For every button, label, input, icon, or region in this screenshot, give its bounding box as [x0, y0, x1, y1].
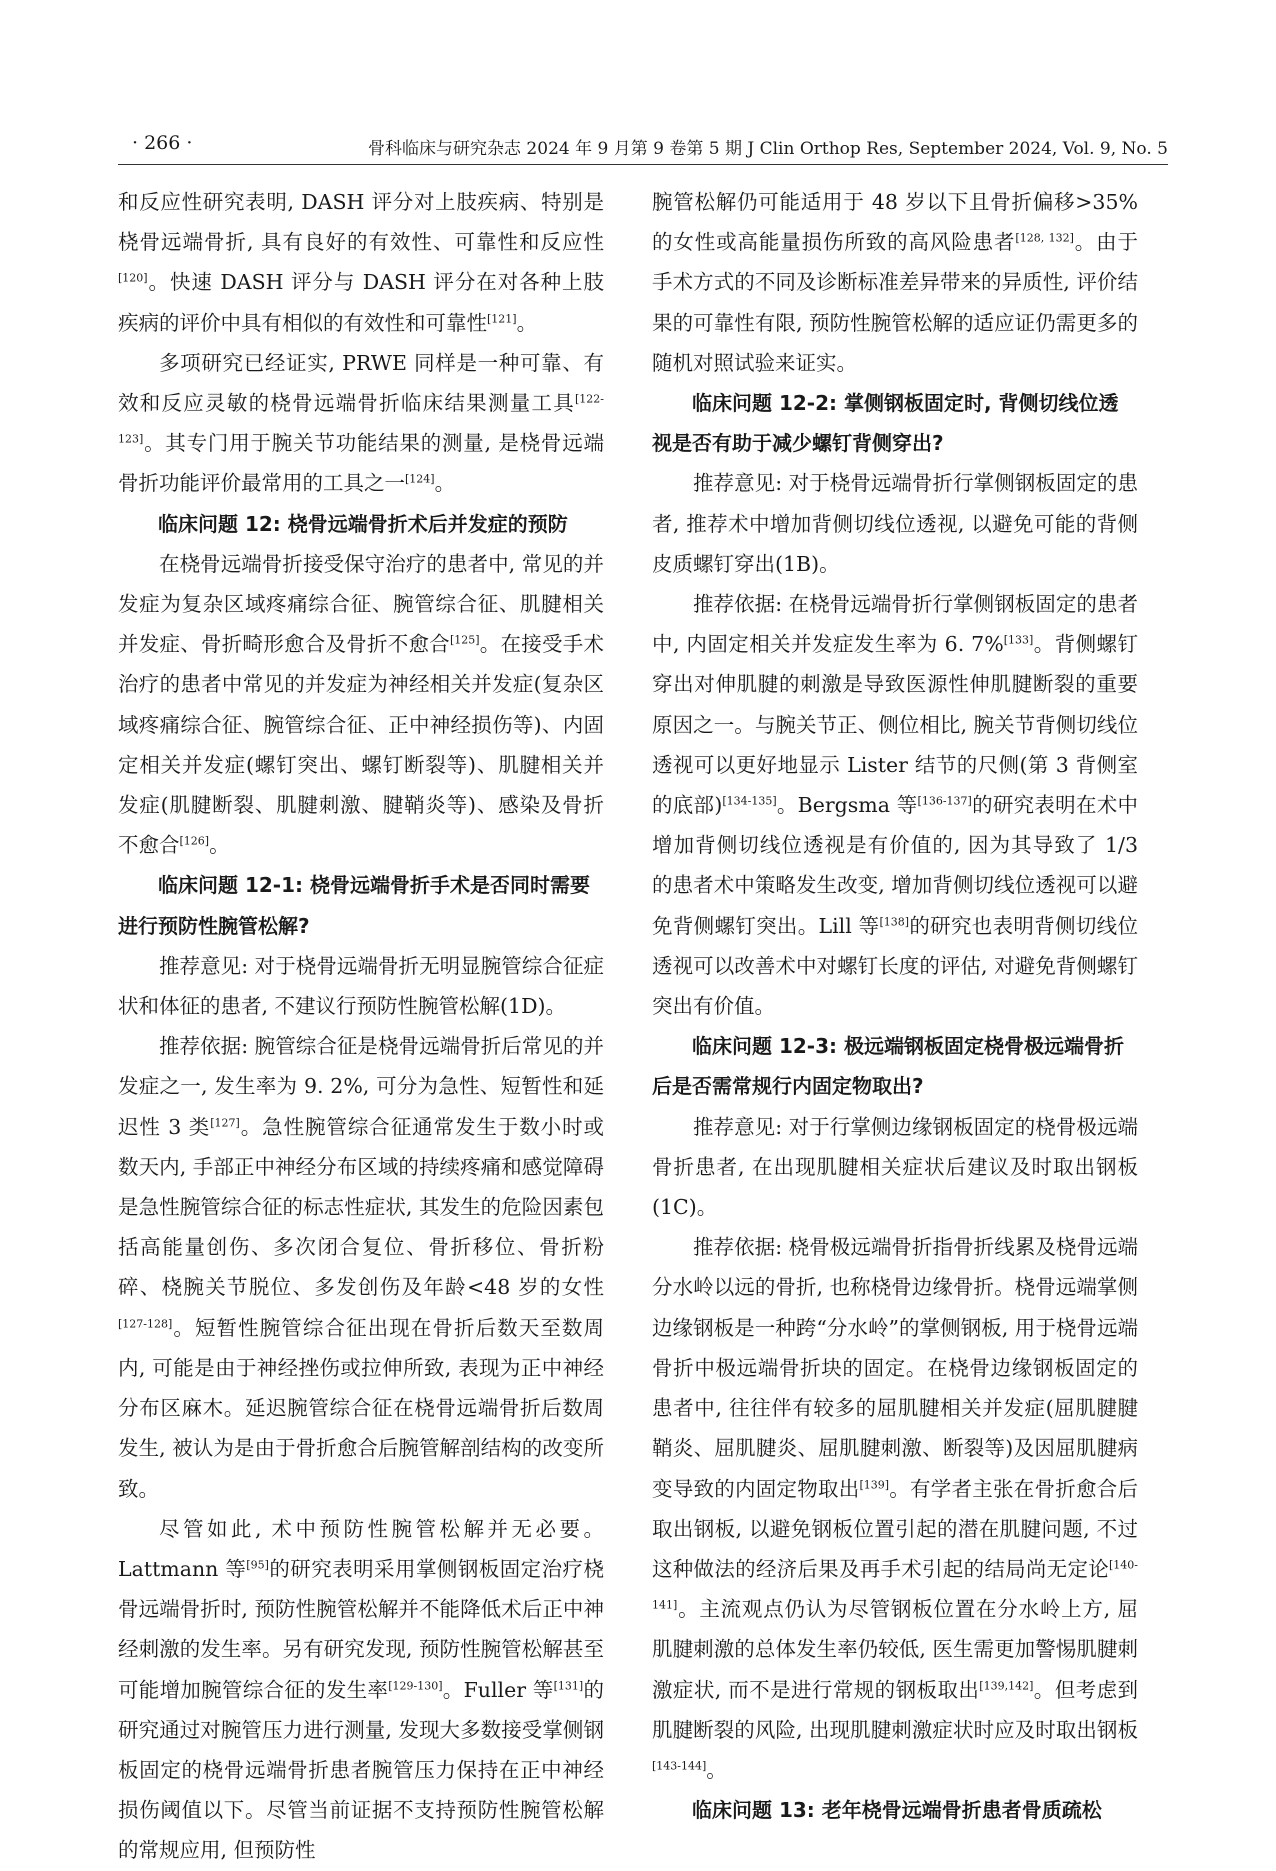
citation: [139,142]	[979, 1678, 1034, 1692]
citation: [125]	[449, 633, 480, 647]
citation: [129-130]	[388, 1678, 443, 1692]
section-heading-12-3: 临床问题 12-3: 极远端钢板固定桡骨极远端骨折后是否需常规行内固定物取出?	[652, 1034, 1124, 1099]
citation: [126]	[179, 834, 210, 848]
section-heading-12-1: 临床问题 12-1: 桡骨远端骨折手术是否同时需要进行预防性腕管松解?	[118, 873, 590, 938]
paragraph: 推荐依据: 在桡骨远端骨折行掌侧钢板固定的患者中, 内固定相关并发症发生率为 6. 7%[133]。背侧螺钉穿出对伸肌腱的刺激是导致医源性伸肌腱断裂的重要原因之一。与腕关节正、侧位相比, 腕关节背侧切线位透视可以更好地显示 Lister 结节的尺侧(第 3 背侧室的底部)[134-135]。Bergsma 等[136-137]的研究表明在术中增加背侧切线位透视是有价值的, 因为其导致了 1/3 的患者术中策略发生改变, 增加背侧切线位透视可以避免背侧螺钉突出。Lill 等[138]的研究也表明背侧切线位透视可以改善术中对螺钉长度的评估, 对避免背侧螺钉突出有价值。	[652, 592, 1139, 1019]
paragraph: 推荐依据: 腕管综合征是桡骨远端骨折后常见的并发症之一, 发生率为 9. 2%, 可分为急性、短暂性和延迟性 3 类[127]。急性腕管综合征通常发生于数小时或数天内, 手部正中神经分布区域的持续疼痛和感觉障碍是急性腕管综合征的标志性症状, 其发生的危险因素包括高能量创伤、多次闭合复位、骨折移位、骨折粉碎、桡腕关节脱位、多发创伤及年龄<48 岁的女性[127-128]。短暂性腕管综合征出现在骨折后数天至数周内, 可能是由于神经挫伤或拉伸所致, 表现为正中神经分布区麻木。延迟腕管综合征在桡骨远端骨折后数周发生, 被认为是由于骨折愈合后腕管解剖结构的改变所致。	[118, 1034, 605, 1501]
section-heading-12-2: 临床问题 12-2: 掌侧钢板固定时, 背侧切线位透视是否有助于减少螺钉背侧穿出?	[652, 391, 1119, 456]
citation: [136-137]	[917, 794, 972, 808]
citation: [133]	[1003, 633, 1034, 647]
citation: [127]	[210, 1115, 240, 1129]
recommendation-paragraph: 推荐意见: 对于桡骨远端骨折无明显腕管综合征症状和体征的患者, 不建议行预防性腕管松解(1D)。	[118, 953, 604, 1019]
citation: [95]	[246, 1558, 269, 1572]
citation: [124]	[405, 472, 435, 486]
citation: [139]	[859, 1477, 890, 1491]
section-heading-12: 临床问题 12: 桡骨远端骨折术后并发症的预防	[158, 511, 568, 536]
page-number: · 266 ·	[132, 132, 193, 154]
paragraph: 推荐依据: 桡骨极远端骨折指骨折线累及桡骨远端分水岭以远的骨折, 也称桡骨边缘骨折。桡骨远端掌侧边缘钢板是一种跨“分水岭”的掌侧钢板, 用于桡骨远端骨折中极远端骨折块的固定。在桡骨边缘钢板固定的患者中, 往往伴有较多的屈肌腱相关并发症(屈肌腱腱鞘炎、屈肌腱炎、屈肌腱刺激、断裂等)及因屈肌腱病变导致的内固定物取出[139]。有学者主张在骨折愈合后取出钢板, 以避免钢板位置引起的潜在肌腱问题, 不过这种做法的经济后果及再手术引起的结局尚无定论[140-141]。主流观点仍认为尽管钢板位置在分水岭上方, 屈肌腱刺激的总体发生率仍较低, 医生需更加警惕肌腱刺激症状, 而不是进行常规的钢板取出[139,142]。但考虑到肌腱断裂的风险, 出现肌腱刺激症状时应及时取出钢板[143-144]。	[652, 1235, 1139, 1782]
journal-citation: 骨科临床与研究杂志 2024 年 9 月第 9 卷第 5 期 J Clin Orthop Res, September 2024, Vol. 9, No. 5	[368, 139, 1168, 159]
citation: [121]	[487, 311, 517, 325]
citation: [120]	[118, 271, 148, 285]
citation: [128, 132]	[1015, 231, 1074, 245]
citation: [131]	[553, 1678, 584, 1692]
left-column	[118, 182, 604, 1871]
citation: [127-128]	[118, 1317, 173, 1330]
paragraph: 和反应性研究表明, DASH 评分对上肢疾病、特别是桡骨远端骨折, 具有良好的有效性、可靠性和反应性[120]。快速 DASH 评分与 DASH 评分在对各种上肢疾病的评价中具有相似的有效性和可靠性[121]。	[118, 190, 604, 335]
citation: [134-135]	[722, 794, 777, 808]
right-column	[652, 182, 1138, 1830]
paragraph: 腕管松解仍可能适用于 48 岁以下且骨折偏移>35% 的女性或高能量损伤所致的高风险患者[128, 132]。由于手术方式的不同及诊断标准差异带来的异质性, 评价结果的可靠性有限, 预防性腕管松解的适应证仍需更多的随机对照试验来证实。	[652, 190, 1139, 375]
page-header	[118, 128, 1168, 165]
paragraph: 多项研究已经证实, PRWE 同样是一种可靠、有效和反应灵敏的桡骨远端骨折临床结果测量工具[122-123]。其专门用于腕关节功能结果的测量, 是桡骨远端骨折功能评价最常用的工具之一[124]。	[118, 350, 604, 496]
citation: [143-144]	[652, 1759, 707, 1773]
citation: [138]	[879, 914, 910, 928]
section-heading-13: 临床问题 13: 老年桡骨远端骨折患者骨质疏松	[692, 1798, 1102, 1823]
recommendation-paragraph: 推荐意见: 对于桡骨远端骨折行掌侧钢板固定的患者, 推荐术中增加背侧切线位透视, 以避免可能的背侧皮质螺钉穿出(1B)。	[652, 471, 1138, 576]
recommendation-paragraph: 推荐意见: 对于行掌侧边缘钢板固定的桡骨极远端骨折患者, 在出现肌腱相关症状后建议及时取出钢板(1C)。	[652, 1114, 1138, 1220]
paragraph: 尽管如此, 术中预防性腕管松解并无必要。Lattmann 等[95]的研究表明采用掌侧钢板固定治疗桡骨远端骨折时, 预防性腕管松解并不能降低术后正中神经刺激的发生率。另有研究发现, 预防性腕管松解甚至可能增加腕管综合征的发生率[129-130]。Fuller 等[131]的研究通过对腕管压力进行测量, 发现大多数接受掌侧钢板固定的桡骨远端骨折患者腕管压力保持在正中神经损伤阈值以下。尽管当前证据不支持预防性腕管松解的常规应用, 但预防性	[118, 1516, 605, 1863]
paragraph: 在桡骨远端骨折接受保守治疗的患者中, 常见的并发症为复杂区域疼痛综合征、腕管综合征、肌腱相关并发症、骨折畸形愈合及骨折不愈合[125]。在接受手术治疗的患者中常见的并发症为神经相关并发症(复杂区域疼痛综合征、腕管综合征、正中神经损伤等)、内固定相关并发症(螺钉突出、螺钉断裂等)、肌腱相关并发症(肌腱断裂、肌腱刺激、腱鞘炎等)、感染及骨折不愈合[126]。	[118, 551, 605, 858]
citation: [122-123]	[118, 392, 604, 446]
citation: [140-141]	[652, 1558, 1138, 1612]
